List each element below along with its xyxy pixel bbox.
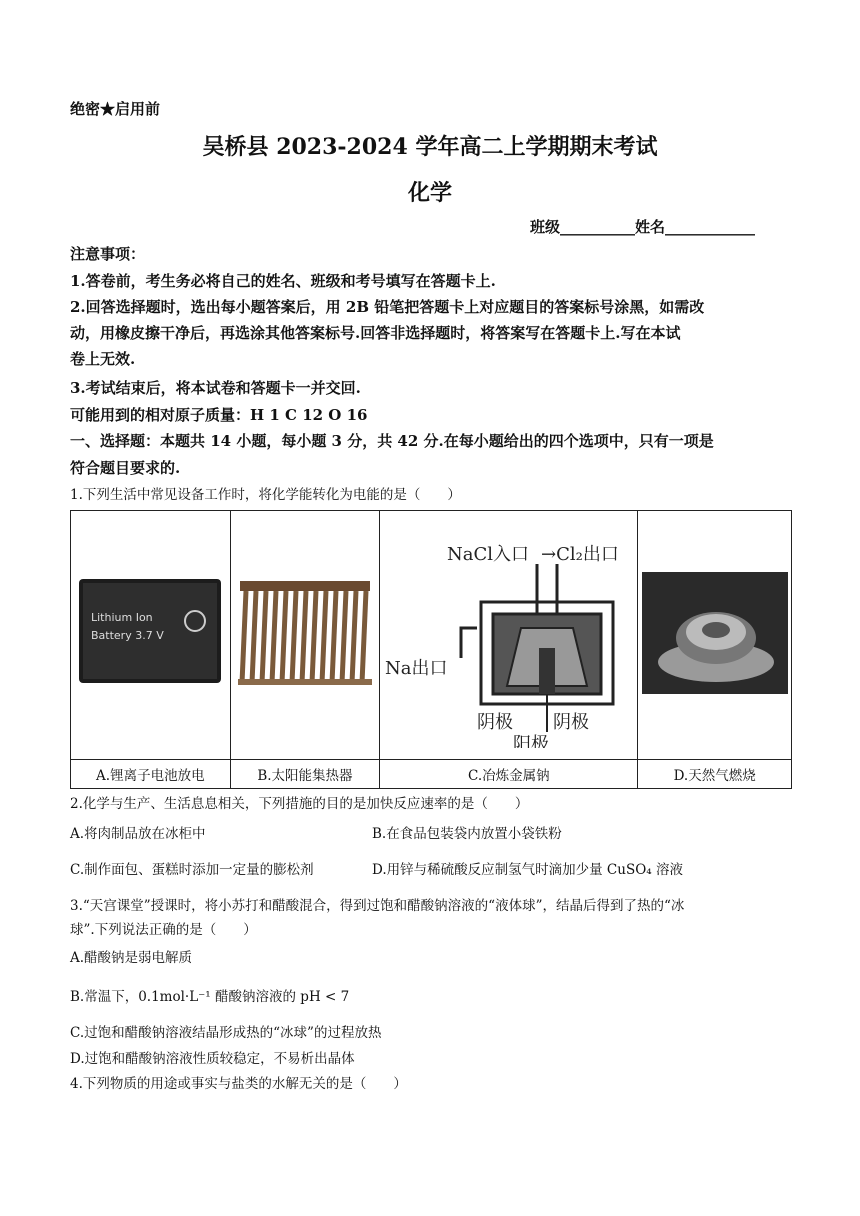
solar-collector-image	[234, 573, 376, 693]
q3-option-d: D.过饱和醋酸钠溶液性质较稳定，不易析出晶体	[70, 1051, 355, 1067]
na-outlet-label: Na出口	[384, 658, 448, 679]
caption-c: C.冶炼金属钠	[380, 760, 638, 789]
cathode-right-label: 阴极	[552, 712, 589, 733]
anode-label: 阳极	[512, 734, 549, 748]
question-1-figure-table	[70, 510, 792, 789]
q3-option-a: A.醋酸钠是弱电解质	[70, 950, 193, 966]
gas-burner-image	[640, 568, 790, 698]
battery-text-2: Battery 3.7 V	[91, 629, 165, 642]
notes-heading: 注意事项：	[70, 245, 146, 263]
caption-b: B.太阳能集热器	[230, 760, 380, 789]
exam-title: 吴桥县 2023-2024 学年高二上学期期末考试	[202, 134, 658, 160]
q3-option-b: B.常温下，0.1mol·L⁻¹ 醋酸钠溶液的 pH < 7	[70, 989, 350, 1005]
note-2a: 2.回答选择题时，选出每小题答案后，用 2B 铅笔把答题卡上对应题目的答案标号涂黑，如需改	[70, 298, 705, 316]
cl2-outlet-label: →Cl₂出口	[540, 544, 619, 565]
atomic-masses: 可能用到的相对原子质量：H 1 C 12 O 16	[70, 406, 368, 424]
question-2-stem: 2.化学与生产、生活息息相关，下列措施的目的是加快反应速率的是（ ）	[70, 796, 529, 812]
q3-option-c: C.过饱和醋酸钠溶液结晶形成热的“冰球”的过程放热	[70, 1025, 382, 1041]
battery-image	[75, 573, 225, 693]
note-1: 1.答卷前，考生务必将自己的姓名、班级和考号填写在答题卡上.	[70, 272, 496, 290]
figure-a-battery	[71, 511, 231, 760]
q2-option-a: A.将肉制品放在冰柜中	[70, 826, 206, 842]
note-2b: 动，用橡皮擦干净后，再选涂其他答案标号.回答非选择题时，将答案写在答题卡上.写在本试	[70, 324, 681, 342]
section-1-heading: 一、选择题：本题共 14 小题，每小题 3 分，共 42 分.在每小题给出的四个选项中，只有一项是	[70, 432, 714, 450]
section-1-heading-cont: 符合题目要求的.	[70, 459, 181, 477]
question-3-stem-2: 球”.下列说法正确的是（ ）	[70, 922, 257, 938]
note-3: 3.考试结束后，将本试卷和答题卡一并交回.	[70, 379, 361, 397]
nacl-inlet-label: NaCl入口	[446, 544, 529, 565]
class-name-field: 班级__________姓名____________	[530, 218, 756, 236]
confidential-label: 绝密★启用前	[70, 100, 161, 118]
question-1-stem: 1.下列生活中常见设备工作时，将化学能转化为电能的是（ ）	[70, 487, 461, 503]
caption-a: A.锂离子电池放电	[71, 760, 231, 789]
q2-option-c: C.制作面包、蛋糕时添加一定量的膨松剂	[70, 862, 314, 878]
figure-c-electrolysis-diagram	[380, 511, 638, 760]
figure-b-solar-collector	[230, 511, 380, 760]
question-4-stem: 4.下列物质的用途或事实与盐类的水解无关的是（ ）	[70, 1076, 407, 1092]
question-3-stem-1: 3.“天宫课堂”授课时，将小苏打和醋酸混合，得到过饱和醋酸钠溶液的“液体球”，结晶后得到了热的“冰	[70, 898, 685, 914]
electrolysis-cell-diagram	[381, 518, 637, 748]
note-2c: 卷上无效.	[70, 350, 136, 368]
q2-option-b: B.在食品包装袋内放置小袋铁粉	[372, 826, 562, 842]
caption-d: D.天然气燃烧	[638, 760, 792, 789]
cathode-left-label: 阴极	[476, 712, 513, 733]
q2-option-d: D.用锌与稀硫酸反应制氢气时滴加少量 CuSO₄ 溶液	[372, 862, 683, 878]
subject-title: 化学	[407, 180, 452, 206]
figure-d-gas-burner	[638, 511, 792, 760]
battery-text-1: Lithium Ion	[91, 611, 153, 624]
